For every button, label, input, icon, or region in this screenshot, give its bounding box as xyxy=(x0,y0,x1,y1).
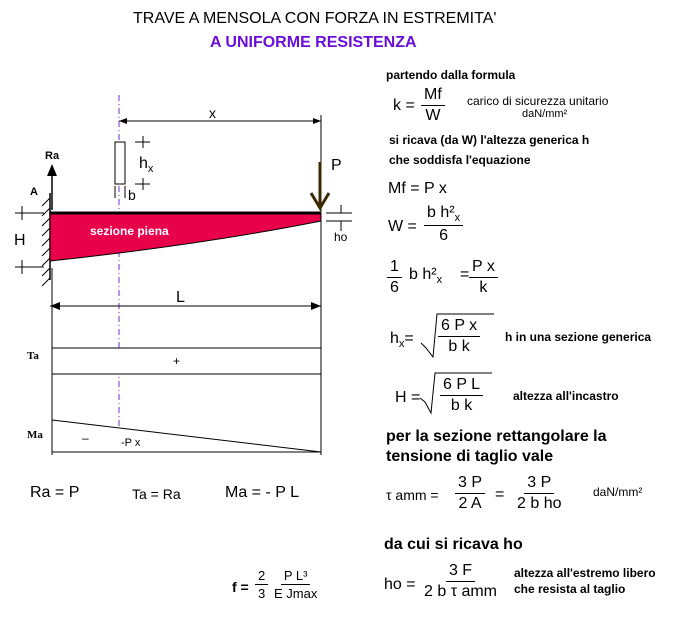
a-label: A xyxy=(30,186,38,198)
mf-equation: Mf = P x xyxy=(388,180,447,197)
H-lhs: H = xyxy=(395,389,421,406)
tau-unit: daN/mm² xyxy=(593,485,643,499)
section-label: sezione piena xyxy=(90,224,169,238)
hx-description: h in una sezione generica xyxy=(505,330,652,344)
b-label: b xyxy=(128,187,136,203)
x-label: x xyxy=(209,105,216,121)
w-lhs: W = xyxy=(388,218,417,235)
shear-line-2: tensione di taglio vale xyxy=(386,448,554,465)
ta-label: Ta xyxy=(27,350,39,362)
shear-diagram xyxy=(52,348,321,374)
e1-fraction-right: $\frac{\text{P x}}{k}$ xyxy=(469,258,498,297)
ra-label: Ra xyxy=(45,150,60,162)
ho-lhs: ho = xyxy=(384,576,416,593)
hx-label: $h_x$ xyxy=(139,155,154,176)
e1-equals: = xyxy=(460,266,470,283)
moment-diagram xyxy=(52,420,321,452)
ma-label: Ma xyxy=(27,429,43,441)
hx-lhs: $h_x=$ xyxy=(390,330,414,351)
ma-sign: – xyxy=(82,431,89,445)
k-fraction: $\frac{Mf}{W}$ xyxy=(421,86,445,125)
ta-sign: + xyxy=(173,354,181,368)
ma-equation: Ma = - P L xyxy=(225,484,299,501)
e1-fraction-left: $\frac{1}{6}$ xyxy=(387,258,402,297)
ho-label: ho xyxy=(334,230,348,244)
tau-equals: = xyxy=(495,486,505,503)
e1-middle: b $h^2_x$ xyxy=(409,266,443,287)
ho-description-1: altezza all'estremo libero xyxy=(514,566,656,580)
page-title: TRAVE A MENSOLA CON FORZA IN ESTREMITA' xyxy=(133,10,497,27)
ta-equation: Ta = Ra xyxy=(132,486,181,502)
ricava-line-1: si ricava (da W) l'altezza generica h xyxy=(389,133,590,147)
tau-fraction-2: $\frac{3 P}{\text{2 b ho}}$ xyxy=(517,474,562,512)
p-label: P xyxy=(331,157,342,174)
cross-section-rect xyxy=(115,142,125,184)
f-fraction-1: $\frac{2}{3}$ xyxy=(255,568,268,601)
H-description: altezza all'incastro xyxy=(513,389,619,403)
h-label: H xyxy=(14,232,26,249)
shear-line-1: per la sezione rettangolare la xyxy=(386,428,607,445)
k-unit: daN/mm² xyxy=(522,108,568,120)
ricava-line-2: che soddisfa l'equazione xyxy=(389,153,531,167)
k-description: carico di sicurezza unitario xyxy=(467,94,609,108)
tau-fraction-1: $\frac{3 P}{2 A}$ xyxy=(455,474,485,513)
ho-fraction: 3 F 2 b τ amm xyxy=(424,562,498,600)
intro-text: partendo dalla formula xyxy=(386,68,516,82)
px-label: -P x xyxy=(121,437,141,449)
ho-description-2: che resista al taglio xyxy=(514,582,626,596)
tau-lhs: τ amm = xyxy=(386,487,439,503)
ho-intro: da cui si ricava ho xyxy=(384,536,523,553)
hx-fraction: $\frac{\text{6 P x}}{\text{b k}}$ xyxy=(438,317,480,356)
H-fraction: $\frac{\text{6 P L}}{\text{b k}}$ xyxy=(440,376,483,415)
k-lhs: k = xyxy=(393,97,415,114)
ra-equation: Ra = P xyxy=(30,484,80,501)
f-lhs: f = xyxy=(232,579,249,595)
l-label: L xyxy=(176,289,185,306)
page-subtitle: A UNIFORME RESISTENZA xyxy=(210,34,417,51)
w-fraction: $\frac{b h^2_x}{6}$ xyxy=(424,204,463,245)
f-fraction-2: P L³ E Jmax xyxy=(274,568,318,601)
